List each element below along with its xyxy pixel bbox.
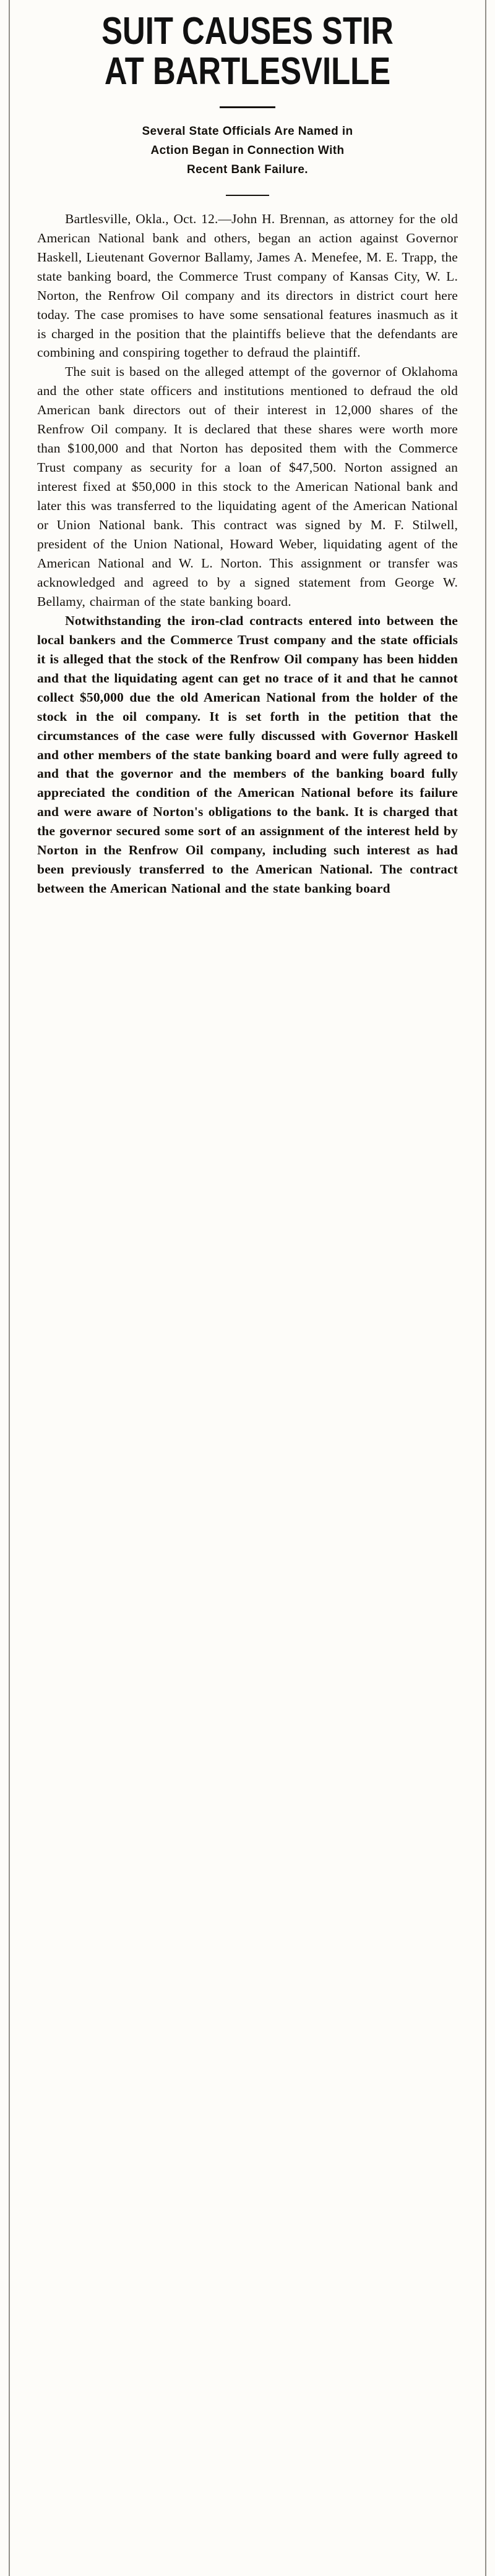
article-paragraph: Notwithstanding the iron-clad contracts entered into between the local bankers and the Commerce Trust company and the state officials it is alleged that the stock of the Renfrow Oil company has been hidden and that the liquidating agent can get no trace of it and that he cannot collect $50,000 due the old American National from the holder of the stock in the oil company. It is set forth in the petition that the circumstances of the case were fully discussed with Governor Haskell and other members of the state banking board and were fully agreed to and that the governor and the members of the banking board fully appreciated the condition of the American National before its failure and were aware of Norton's obligations to the bank. It is charged that the governor secured some sort of an assignment of the interest held by Norton in the Renfrow Oil company, including such interest as had been previously transferred to the American National. The contract between the American National and the state banking board: [37, 613, 458, 896]
subheadline: [37, 122, 458, 180]
headline: [37, 10, 458, 93]
subheadline-divider: [226, 195, 269, 196]
subheadline-line-1: Several State Officials Are Named in: [142, 124, 353, 138]
headline-line-2: AT BARTLESVILLE: [104, 49, 391, 93]
subheadline-line-2: Action Began in Connection With: [150, 144, 345, 158]
column-rule-left: [9, 0, 10, 2576]
headline-line-1: SUIT CAUSES STIR: [101, 10, 394, 53]
article-paragraph: The suit is based on the alleged attempt of the governor of Oklahoma and the other state officers and institutions mentioned to defraud the old American bank directors out of their interest in 12,000 shares of the Renfrow Oil company. It is declared that these shares were worth more than $100,000 and that Norton has deposited them with the Commerce Trust company as security for a loan of $47,500. Norton assigned an interest fixed at $50,000 in this stock to the American National bank and later this was transferred to the liquidating agent of the American National or Union National bank. This contract was signed by M. F. Stilwell, president of the Union National, Howard Weber, liquidating agent of the American National and W. L. Norton. This assignment or transfer was acknowledged and agreed to by a signed statement from George W. Bellamy, chairman of the state banking board.: [37, 364, 458, 609]
article-body: [37, 210, 458, 898]
subheadline-line-3: Recent Bank Failure.: [187, 163, 308, 177]
column-rule-right: [485, 0, 486, 2576]
article-paragraph: Bartlesville, Okla., Oct. 12.—John H. Brennan, as attorney for the old American National bank and others, began an action against Governor Haskell, Lieutenant Governor Ballamy, James A. Menefee, M. E. Trapp, the state banking board, the Commerce Trust company of Kansas City, W. L. Norton, the Renfrow Oil company and its directors in district court here today. The case promises to have some sensational features inasmuch as it is charged in the position that the plaintiffs believe that the defendants are combining and conspiring together to defraud the plaintiff.: [37, 211, 458, 360]
headline-divider: [220, 106, 275, 108]
